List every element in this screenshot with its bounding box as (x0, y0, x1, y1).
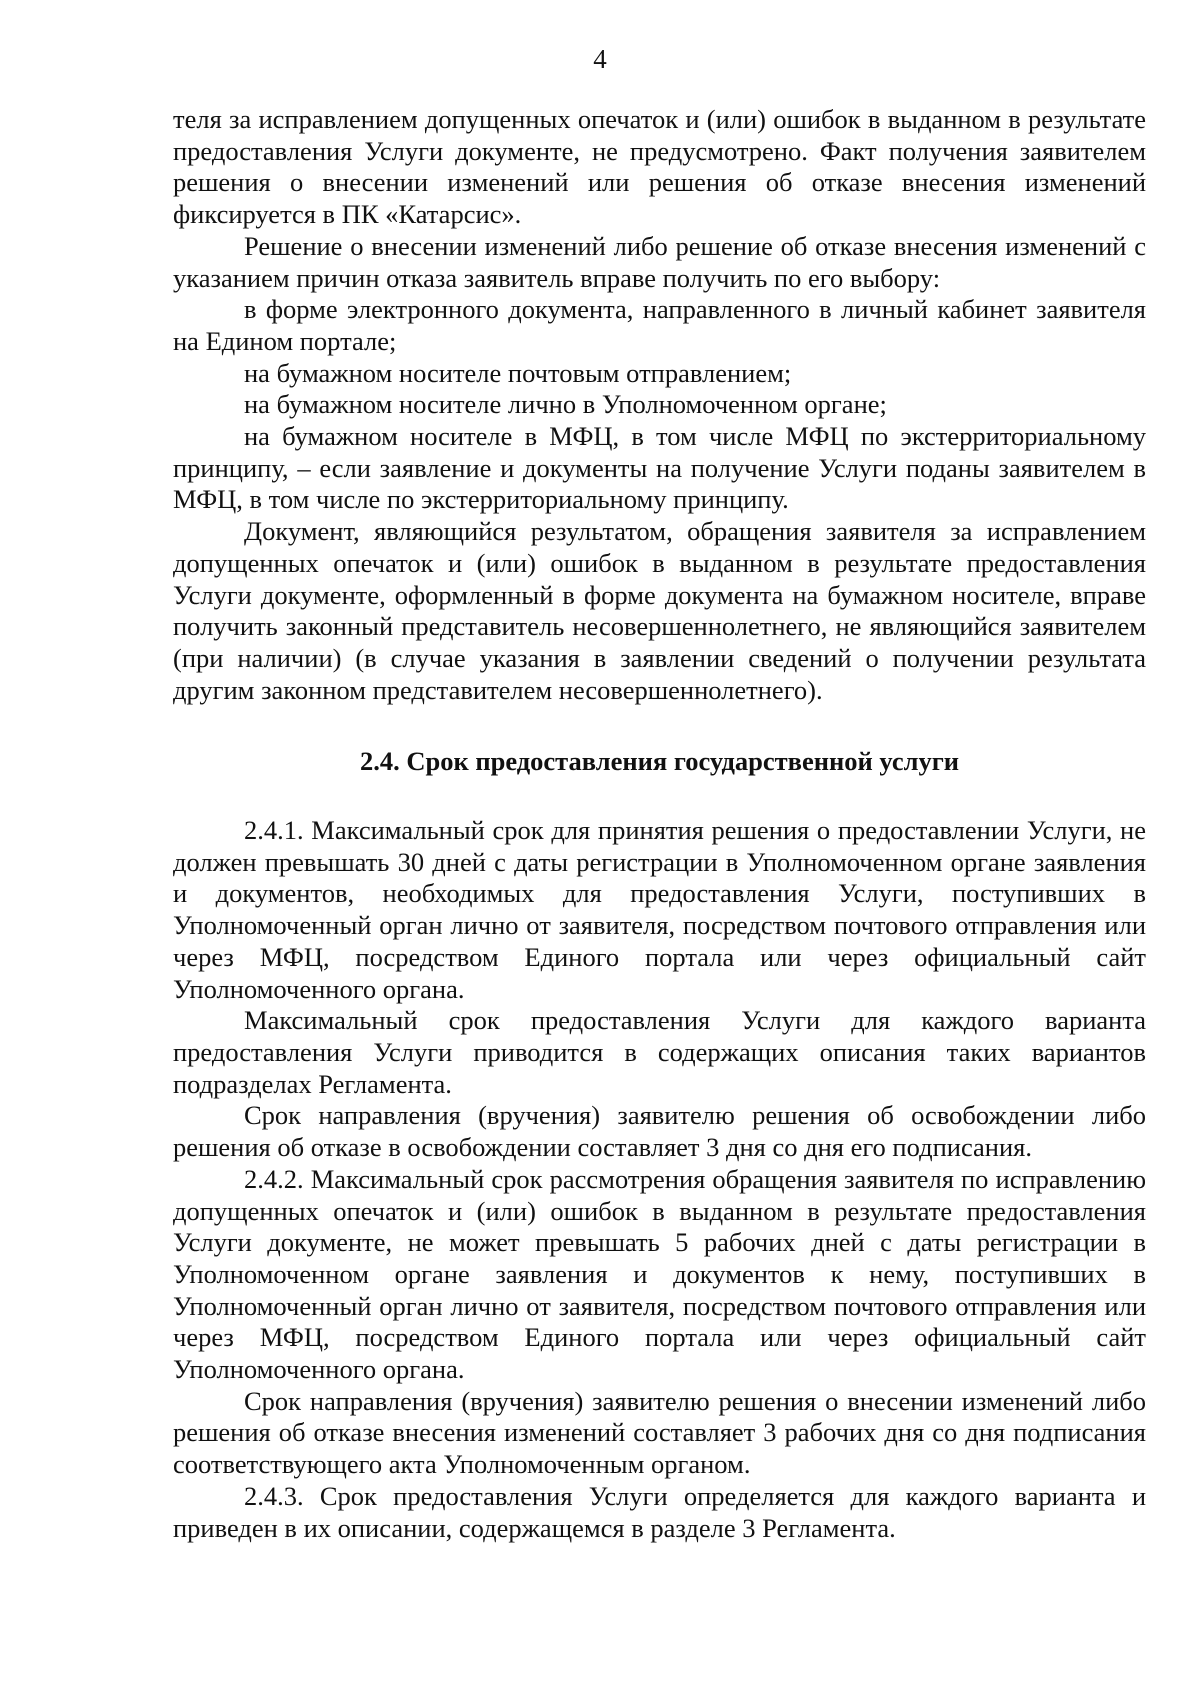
paragraph: Срок направления (вручения) заявителю решения об освобождении либо решения об отказе в освобождении составляет 3 дня со дня его подписания. (173, 1100, 1146, 1163)
list-item: на бумажном носителе лично в Уполномоченном органе; (244, 389, 887, 420)
page-number: 4 (593, 44, 607, 74)
paragraph: Решение о внесении изменений либо решение об отказе внесения изменений с указанием причин отказа заявитель вправе получить по его выбору: (173, 230, 1146, 293)
paragraph: 2.4.3. Срок предоставления Услуги определяется для каждого варианта и приведен в их описании, содержащемся в разделе 3 Регламента. (173, 1480, 1146, 1543)
list-item: на бумажном носителе почтовым отправлением; (244, 357, 792, 388)
paragraph: Максимальный срок предоставления Услуги для каждого варианта предоставления Услуги приводится в содержащих описания таких вариантов подразделах Регламента. (173, 1005, 1146, 1099)
paragraph: 2.4.1. Максимальный срок для принятия решения о предоставлении Услуги, не должен превышать 30 дней с даты регистрации в Уполномоченном органе заявления и документов, необходимых для предоставления Услуги, поступивших в Уполномоченный орган лично от заявителя, посредством почтового отправления или через МФЦ, посредством Единого портала или через официальный сайт Уполномоченного органа. (173, 815, 1146, 1004)
section-heading: 2.4. Срок предоставления государственной услуги (359, 746, 960, 777)
paragraph: Срок направления (вручения) заявителю решения о внесении изменений либо решения об отказе внесения изменений составляет 3 рабочих дня со дня подписания соответствующего акта Уполномоченным органом. (173, 1385, 1146, 1480)
document-body (173, 104, 1146, 1544)
list-item: на бумажном носителе в МФЦ, в том числе МФЦ по экстерриториальному принципу, – если заявление и документы на получение Услуги поданы заявителем в МФЦ, в том числе по экстерриториальному принципу. (173, 421, 1146, 515)
paragraph: Документ, являющийся результатом, обращения заявителя за исправлением допущенных опечаток и (или) ошибок в выданном в результате предоставления Услуги документе, оформленный в форме документа на бумажном носителе, вправе получить законный представитель несовершеннолетнего, не являющийся заявителем (при наличии) (в случае указания в заявлении сведений о получении результата другим законном представителем несовершеннолетнего). (173, 516, 1146, 705)
list-item: в форме электронного документа, направленного в личный кабинет заявителя на Едином портале; (173, 294, 1146, 356)
paragraph-continuation: теля за исправлением допущенных опечаток и (или) ошибок в выданном в результате предоставления Услуги документе, не предусмотрено. Факт получения заявителем решения о внесении изменений или решения об отказе внесения изменений фиксируется в ПК «Катарсис». (173, 104, 1146, 230)
paragraph: 2.4.2. Максимальный срок рассмотрения обращения заявителя по исправлению допущенных опечаток и (или) ошибок в выданном в результате предоставления Услуги документе, не может превышать 5 рабочих дней с даты регистрации в Уполномоченном органе заявления и документов к нему, поступивших в Уполномоченный орган лично от заявителя, посредством почтового отправления или через МФЦ, посредством Единого портала или через официальный сайт Уполномоченного органа. (173, 1163, 1146, 1385)
